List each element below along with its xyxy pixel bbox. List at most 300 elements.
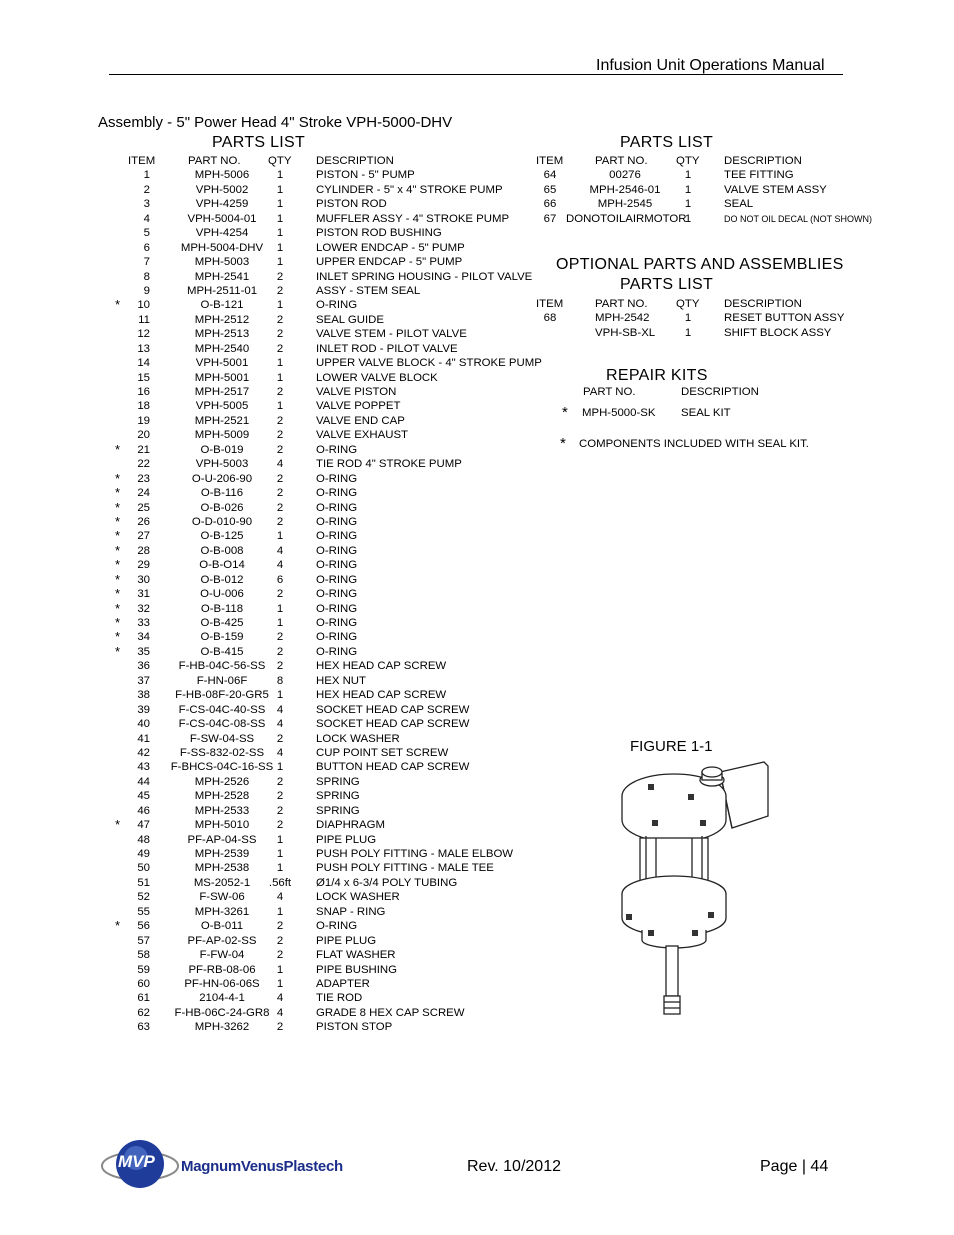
table-row [108,457,558,471]
optional-parts-list-title: PARTS LIST [620,276,714,293]
part-number: F-CS-04C-08-SS [178,718,266,731]
quantity: 4 [276,559,284,572]
quantity: 1 [684,169,692,182]
description: O-RING [316,559,358,572]
table-row [536,326,866,340]
part-number: MPH-2511-01 [186,284,258,297]
quantity: 2 [276,284,284,297]
item-number: 34 [137,631,150,644]
page-number: Page | 44 [760,1158,829,1175]
item-number: 24 [137,487,150,500]
description: O-RING [316,617,358,629]
table-row [108,558,558,572]
quantity: 1 [276,371,284,384]
quantity: 1 [276,862,284,875]
quantity: 2 [276,732,284,745]
table-row [108,298,558,312]
table-row [108,371,558,385]
table-row [536,197,866,211]
part-number: VPH-4254 [195,227,249,240]
part-number: VPH-5003 [195,458,249,471]
description: HEX NUT [316,674,366,687]
description: SOCKET HEAD CAP SCREW [316,718,470,731]
repair-kit-desc: SEAL KIT [681,407,731,419]
part-number: MPH-2533 [194,804,250,817]
item-number: 58 [137,949,150,962]
table-row [108,212,558,226]
part-number: F-HB-04C-56-SS [178,660,266,673]
item-number: 52 [137,891,150,904]
table-row [108,255,558,269]
quantity: 2 [276,934,284,947]
quantity: 2 [276,487,284,500]
quantity: 4 [276,718,284,731]
description: DO NOT OIL DECAL (NOT SHOWN) [724,213,873,224]
col-item-header: ITEM [128,155,156,167]
table-row [108,168,558,182]
description: VALVE POPPET [316,400,401,413]
description: SPRING [316,775,360,788]
table-row [108,529,558,543]
quantity: 2 [276,414,284,427]
description: HEX HEAD CAP SCREW [316,660,447,673]
item-number: 46 [137,804,150,817]
seal-kit-star: * [114,485,120,501]
item-number: 39 [137,703,150,716]
part-number: PF-HN-06-06S [184,977,260,990]
item-number: 10 [137,299,150,312]
table-row [108,717,558,731]
quantity: 4 [276,1006,284,1019]
part-number: MPH-5006 [194,169,250,182]
description: LOCK WASHER [316,891,400,904]
seal-kit-star: * [114,817,120,833]
item-number: 19 [137,414,150,427]
description: SOCKET HEAD CAP SCREW [316,703,470,716]
table-row [108,977,558,991]
description: UPPER VALVE BLOCK - 4" STROKE PUMP [316,357,542,370]
item-number: 31 [137,588,150,601]
quantity: 2 [276,631,284,644]
right-parts-table [536,154,873,226]
part-number: PF-RB-08-06 [188,963,256,976]
description: PISTON STOP [316,1021,393,1034]
quantity: 6 [276,573,284,586]
part-number: MPH-2541 [194,270,250,283]
description: SPRING [316,804,360,817]
description: BUTTON HEAD CAP SCREW [316,761,470,774]
left-table-header [108,154,558,168]
description: SNAP - RING [316,905,386,918]
table-row [108,313,558,327]
quantity: 1 [684,312,692,325]
table-row [108,659,558,673]
part-number: F-SW-06 [199,891,245,904]
item-number: 67 [543,212,557,225]
table-row [108,342,558,356]
item-number: 45 [137,790,150,803]
quantity: 2 [276,515,284,528]
part-number: MPH-2526 [194,775,250,788]
right-parts-list-title: PARTS LIST [620,134,714,151]
part-number: O-B-159 [200,631,244,644]
item-number: 30 [137,573,150,586]
description: O-RING [316,645,358,658]
description: GRADE 8 HEX CAP SCREW [316,1006,465,1019]
part-number: MPH-2542 [595,312,650,325]
item-number: 57 [137,934,150,947]
item-number: 29 [137,559,150,572]
quantity: 1 [684,212,692,225]
quantity: 1 [276,227,284,240]
description: CYLINDER - 5" x 4" STROKE PUMP [316,183,503,196]
quantity: 2 [276,819,284,832]
quantity: 1 [276,212,284,225]
quantity: 1 [276,299,284,312]
description: TIE ROD 4" STROKE PUMP [316,458,462,471]
item-number: 47 [137,819,150,832]
part-number: VPH-5005 [195,400,249,413]
col-part-header: PART NO. [595,298,648,310]
description: Ø1/4 x 6-3/4 POLY TUBING [316,876,458,889]
part-number: F-SS-832-02-SS [179,746,265,759]
seal-kit-star: * [114,499,120,515]
item-number: 55 [137,905,150,918]
quantity: 2 [276,949,284,962]
quantity: 1 [276,602,284,615]
optional-parts-table [536,297,866,340]
item-number: 43 [137,761,150,774]
description: SPRING [316,790,360,803]
table-row [108,544,558,558]
description: O-RING [316,573,358,586]
item-number: 66 [543,198,557,211]
item-number: 33 [137,617,150,629]
right-table-header [536,154,866,168]
item-number: 68 [543,312,557,325]
quantity: 2 [276,775,284,788]
description: HEX HEAD CAP SCREW [316,689,447,702]
repair-kit-star: * [562,404,568,421]
item-number: 44 [137,775,150,788]
table-row [108,1020,558,1034]
description: PIPE BUSHING [316,963,398,976]
item-number: 63 [137,1021,150,1034]
part-number: MPH-2538 [194,862,250,875]
description: O-RING [316,501,358,514]
quantity: 4 [276,458,284,471]
description: ASSY - STEM SEAL [316,284,421,297]
table-row [536,212,873,226]
item-number: 26 [137,515,150,528]
seal-kit-star: * [114,528,120,544]
item-number: 38 [137,689,150,702]
part-number: MPH-3261 [194,905,250,918]
part-number: O-B-121 [200,299,244,312]
part-number: 00276 [609,169,641,182]
part-number: O-B-415 [200,645,244,658]
assembly-title: Assembly - 5" Power Head 4" Stroke VPH-5000-DHV [98,114,453,131]
table-row [108,876,558,890]
description: O-RING [316,544,358,557]
description: TEE FITTING [724,169,794,182]
quantity: 1 [276,198,284,211]
left-table-body [108,168,558,1034]
quantity: 2 [276,920,284,933]
description: ADAPTER [316,977,370,990]
table-row [108,385,558,399]
seal-kit-star: * [114,542,120,558]
quantity: 2 [276,588,284,601]
quantity: 1 [276,963,284,976]
quantity: 2 [276,443,284,456]
description: VALVE PISTON [316,386,397,398]
col-qty-header: QTY [676,155,700,167]
mvp-logo-mark: MVP [118,1152,155,1171]
repair-kits-title: REPAIR KITS [606,367,708,384]
quantity: 1 [684,183,692,196]
description: PISTON - 5" PUMP [316,169,415,182]
part-number: F-HB-06C-24-GR8 [174,1006,270,1019]
table-row [108,732,558,746]
description: CUP POINT SET SCREW [316,746,449,759]
part-number: MPH-5004-DHV [180,241,264,254]
quantity: 2 [276,429,284,442]
description: O-RING [316,602,358,615]
item-number: 42 [137,746,150,759]
table-row [108,645,558,659]
company-name: MagnumVenusPlastech [181,1158,343,1175]
part-number: O-B-011 [200,920,244,933]
part-number: VPH-5001 [195,357,249,370]
table-row [108,284,558,298]
col-item-header: ITEM [536,155,564,167]
seal-kit-star: * [114,615,120,630]
quantity: 2 [276,328,284,341]
part-number: MPH-2546-01 [589,183,661,196]
quantity: 2 [276,804,284,817]
description: PIPE PLUG [316,934,377,947]
quantity: 1 [276,530,284,543]
table-row [108,443,558,457]
quantity: 4 [276,544,284,557]
col-qty-header: QTY [268,155,292,167]
table-row [108,515,558,529]
item-number: 27 [137,530,150,543]
item-number: 11 [138,313,150,326]
seal-kit-star: * [114,918,120,934]
item-number: 36 [137,660,150,673]
description: PISTON ROD BUSHING [316,227,442,240]
table-row [536,183,866,197]
item-number: 28 [137,544,150,557]
table-row [108,197,558,211]
description: SEAL GUIDE [316,313,384,326]
item-number: 9 [143,284,150,297]
table-row [108,630,558,644]
seal-kit-star: * [114,643,120,659]
description: INLET SPRING HOUSING - PILOT VALVE [316,270,533,283]
item-number: 2 [143,183,150,196]
part-number: MPH-5009 [194,429,250,442]
left-parts-list-title: PARTS LIST [212,134,306,151]
table-row [108,688,558,702]
description: UPPER ENDCAP - 5" PUMP [316,256,463,269]
seal-kit-star: * [114,571,120,587]
quantity: 1 [276,977,284,990]
col-item-header: ITEM [536,298,564,310]
table-row [108,616,558,630]
part-number: O-B-026 [200,501,244,514]
seal-kit-star: * [114,470,120,486]
table-row [108,833,558,847]
part-number: F-HB-08F-20-GR5 [175,689,269,702]
quantity: 2 [276,313,284,326]
table-row [108,991,558,1005]
description: LOWER VALVE BLOCK [316,371,438,384]
table-row [108,241,558,255]
part-number: VPH-4259 [195,198,249,211]
quantity: 2 [276,342,284,355]
item-number: 51 [137,876,150,889]
quantity: 4 [276,992,284,1005]
item-number: 32 [137,602,150,615]
description: INLET ROD - PILOT VALVE [316,342,458,355]
table-row [108,226,558,240]
repair-kit-part: MPH-5000-SK [582,407,656,419]
description: TIE ROD [316,992,363,1005]
table-row [108,674,558,688]
item-number: 61 [137,992,150,1005]
table-row [108,356,558,370]
item-number: 64 [543,169,557,182]
quantity: .56ft [268,876,292,889]
item-number: 14 [137,357,150,370]
quantity: 1 [276,905,284,918]
seal-kit-star: * [114,557,120,573]
description: FLAT WASHER [316,949,396,962]
part-number: O-B-008 [200,544,244,557]
quantity: 4 [276,703,284,716]
item-number: 18 [137,400,150,413]
col-desc-header: DESCRIPTION [316,155,394,167]
quantity: 1 [276,183,284,196]
item-number: 3 [143,198,150,211]
table-row [108,486,558,500]
power-head-pump-drawing [612,758,772,1023]
quantity: 1 [684,326,692,339]
item-number: 59 [137,963,150,976]
item-number: 12 [137,328,150,341]
table-row [108,587,558,601]
part-number: O-U-206-90 [191,472,253,485]
item-number: 21 [137,443,150,456]
description: VALVE EXHAUST [316,429,408,442]
item-number: 7 [143,256,150,269]
description: O-RING [316,631,358,644]
part-number: VPH-5004-01 [187,212,257,225]
item-number: 23 [137,472,150,485]
description: VALVE END CAP [316,414,405,427]
item-number: 40 [137,718,150,731]
seal-kit-star: * [114,629,120,645]
part-number: F-CS-04C-40-SS [178,703,266,716]
quantity: 1 [276,761,284,774]
part-number: O-B-012 [200,573,244,586]
item-number: 56 [137,920,150,933]
description: PIPE PLUG [316,833,377,846]
table-row [108,501,558,515]
part-number: O-U-006 [200,588,244,601]
part-number: MPH-2517 [194,386,250,398]
table-row [108,789,558,803]
part-number: MPH-2521 [194,414,250,427]
table-row [108,775,558,789]
part-number: O-B-118 [200,602,244,615]
quantity: 1 [276,169,284,182]
description: LOCK WASHER [316,732,400,745]
item-number: 4 [143,212,150,225]
part-number: F-FW-04 [199,949,245,962]
quantity: 1 [276,617,284,629]
quantity: 2 [276,386,284,398]
item-number: 60 [137,977,150,990]
seal-kit-star: * [114,586,120,602]
quantity: 1 [276,400,284,413]
description: O-RING [316,299,358,312]
item-number: 15 [137,371,150,384]
quantity: 4 [276,891,284,904]
description: LOWER ENDCAP - 5" PUMP [316,241,465,254]
quantity: 8 [276,674,284,687]
table-row [108,399,558,413]
description: O-RING [316,472,358,485]
optional-section-title: OPTIONAL PARTS AND ASSEMBLIES [556,256,844,273]
part-number: F-SW-04-SS [189,732,255,745]
quantity: 1 [276,256,284,269]
revision-date: Rev. 10/2012 [467,1158,561,1175]
col-desc-header: DESCRIPTION [724,155,802,167]
table-row [108,746,558,760]
col-part-header: PART NO. [595,155,648,167]
seal-kit-star: * [114,600,120,616]
item-number: 50 [137,862,150,875]
table-row [108,428,558,442]
part-number: O-B-019 [200,443,244,456]
quantity: 2 [276,1021,284,1034]
part-number: MPH-2545 [597,198,653,211]
col-qty-header: QTY [676,298,700,310]
description: MUFFLER ASSY - 4" STROKE PUMP [316,212,510,225]
description: RESET BUTTON ASSY [724,312,845,325]
quantity: 2 [276,645,284,658]
quantity: 1 [276,357,284,370]
table-row [108,948,558,962]
table-row [536,168,866,182]
part-number: O-D-010-90 [191,515,253,528]
table-row [108,573,558,587]
part-number: MPH-5003 [194,256,250,269]
part-number: 2104-4-1 [199,992,245,1005]
table-row [108,472,558,486]
table-row [108,183,558,197]
description: O-RING [316,920,358,933]
description: O-RING [316,530,358,543]
part-number: MPH-5010 [194,819,250,832]
table-row [108,602,558,616]
item-number: 37 [137,674,150,687]
part-number: PF-AP-04-SS [187,833,257,846]
